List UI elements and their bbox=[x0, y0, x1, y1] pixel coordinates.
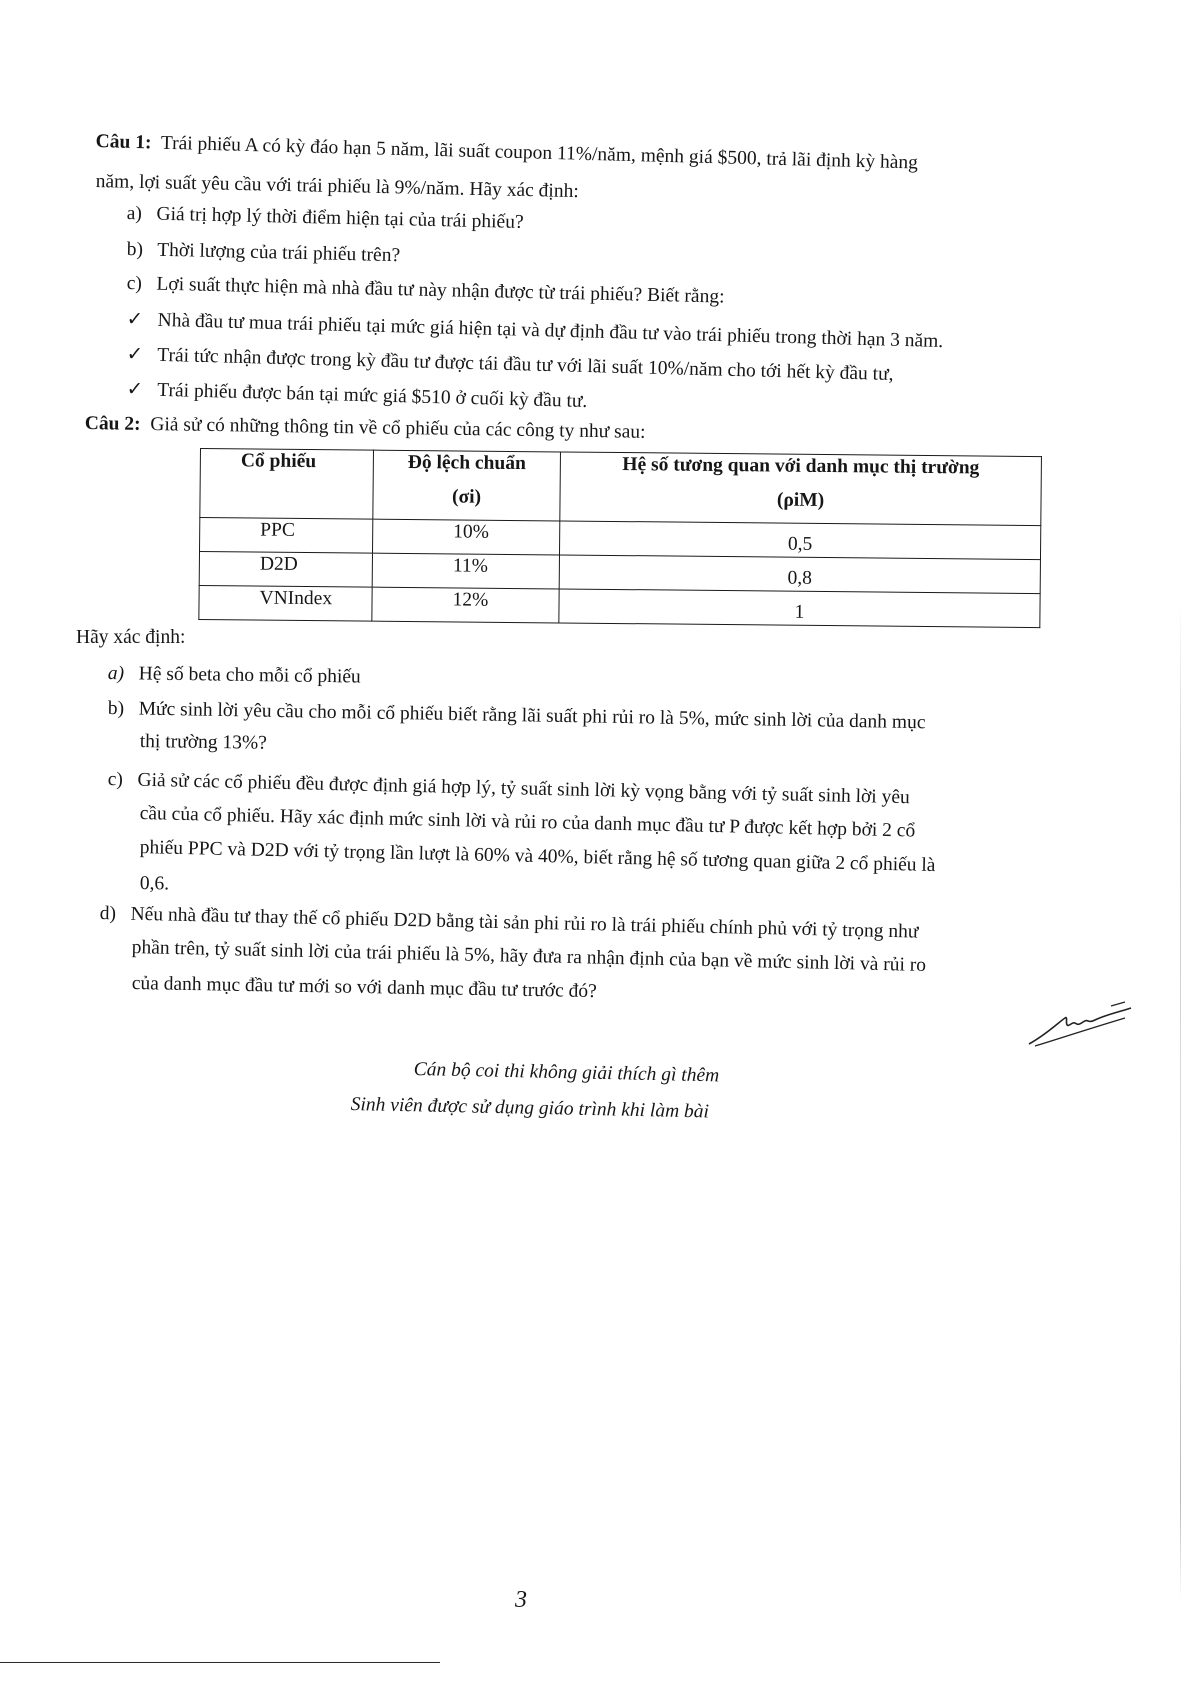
q1-check-3 bbox=[126, 378, 587, 414]
q1-check-2-text: Trái tức nhận được trong kỳ đầu tư được tái đầu tư với lãi suất 10%/năm cho tới hết kỳ đầu tư, bbox=[157, 344, 894, 386]
q2-item-b-line2: thị trường 13%? bbox=[139, 730, 268, 754]
q2-item-d-line3: của danh mục đầu tư mới so với danh mục đầu tư trước đó? bbox=[131, 972, 597, 1003]
q2-item-c-line4: 0,6. bbox=[139, 872, 170, 895]
cell-corr: 0,5 bbox=[559, 521, 1040, 560]
cell-corr: 1 bbox=[559, 589, 1040, 628]
header-corr-line1: Hệ số tương quan với danh mục thị trường bbox=[622, 454, 980, 479]
q2-item-a bbox=[108, 662, 361, 690]
cell-stock: PPC bbox=[200, 518, 373, 554]
header-sd-line1: Độ lệch chuẩn bbox=[407, 451, 527, 475]
check-icon: ✓ bbox=[126, 343, 144, 366]
q2-item-c-marker: c) bbox=[107, 768, 124, 791]
q1-item-b-text: Thời lượng của trái phiếu trên? bbox=[157, 239, 401, 267]
q1-intro-line2: năm, lợi suất yêu cầu với trái phiếu là 9%/năm. Hãy xác định: bbox=[95, 170, 579, 203]
q1-item-b bbox=[126, 238, 400, 269]
q2-item-b bbox=[108, 697, 926, 736]
q1-item-a bbox=[126, 202, 523, 235]
cell-corr: 0,8 bbox=[559, 555, 1040, 594]
q1-label: Câu 1: bbox=[95, 130, 152, 154]
header-stock: Cổ phiếu bbox=[200, 449, 374, 520]
proctor-note: Cán bộ coi thi không giải thích gì thêm bbox=[413, 1058, 720, 1087]
q1-item-a-marker: a) bbox=[126, 202, 143, 225]
footer-rule bbox=[0, 1662, 440, 1663]
q1-item-b-marker: b) bbox=[126, 238, 144, 261]
cell-sd: 12% bbox=[372, 587, 559, 623]
q1-item-c-text: Lợi suất thực hiện mà nhà đầu tư này nhận được từ trái phiếu? Biết rằng: bbox=[156, 273, 725, 308]
header-corr bbox=[560, 452, 1042, 526]
q1-item-a-text: Giá trị hợp lý thời điểm hiện tại của trái phiếu? bbox=[156, 203, 524, 234]
header-sd bbox=[373, 450, 561, 521]
page-number: 3 bbox=[515, 1587, 527, 1613]
q1-intro-line1 bbox=[95, 130, 918, 176]
header-corr-line2: (ρiM) bbox=[776, 489, 825, 512]
q2-item-d-line1: Nếu nhà đầu tư thay thế cổ phiếu D2D bằng tài sản phi rủi ro là trái phiếu chính phủ với tỷ trọng như bbox=[130, 903, 919, 943]
q2-item-a-marker: a) bbox=[107, 662, 125, 685]
cell-stock: D2D bbox=[199, 552, 372, 588]
q2-label: Câu 2: bbox=[84, 412, 141, 435]
q2-item-b-line1: Mức sinh lời yêu cầu cho mỗi cổ phiếu biết rằng lãi suất phi rủi ro là 5%, mức sinh lời của danh mục bbox=[138, 698, 926, 734]
q2-item-b-marker: b) bbox=[107, 697, 125, 720]
q2-determine: Hãy xác định: bbox=[76, 627, 186, 648]
scan-edge-shadow bbox=[1180, 600, 1181, 1600]
signature-mark bbox=[1025, 1000, 1133, 1050]
check-icon: ✓ bbox=[126, 378, 144, 401]
q2-item-a-text: Hệ số beta cho mỗi cổ phiếu bbox=[138, 663, 361, 688]
q1-item-c-marker: c) bbox=[126, 272, 143, 295]
stock-table bbox=[198, 448, 1042, 628]
table-header-row bbox=[200, 449, 1042, 526]
check-icon: ✓ bbox=[126, 308, 144, 331]
header-sd-line2: (σi) bbox=[451, 486, 482, 509]
cell-stock: VNIndex bbox=[199, 585, 372, 621]
q1-item-c bbox=[126, 272, 724, 310]
q2-item-c-line3: phiếu PPC và D2D với tỷ trọng lần lượt là 60% và 40%, biết rằng hệ số tương quan giữa 2 cổ phiếu là bbox=[139, 836, 936, 877]
cell-sd: 10% bbox=[372, 519, 559, 555]
q2-intro bbox=[85, 412, 646, 445]
q2-intro-text: Giả sử có những thông tin về cổ phiếu của các công ty như sau: bbox=[150, 414, 646, 443]
q1-intro-text-1: Trái phiếu A có kỳ đáo hạn 5 năm, lãi suất coupon 11%/năm, mệnh giá $500, trả lãi định kỳ hàng bbox=[160, 132, 919, 174]
cell-sd: 11% bbox=[372, 553, 559, 589]
q2-item-d-line2: phần trên, tỷ suất sinh lời của trái phiếu là 5%, hãy đưa ra nhận định của bạn về mức sinh lời và rủi ro bbox=[131, 936, 927, 977]
q2-item-d-marker: d) bbox=[99, 902, 117, 925]
q1-check-1-text: Nhà đầu tư mua trái phiếu tại mức giá hiện tại và dự định đầu tư vào trái phiếu trong thời hạn 3 năm. bbox=[157, 309, 944, 353]
table-row bbox=[199, 585, 1040, 627]
q2-item-c-line1: Giả sử các cổ phiếu đều được định giá hợp lý, tỷ suất sinh lời kỳ vọng bằng với tỷ suất sinh lời yêu bbox=[137, 769, 910, 809]
q1-check-3-text: Trái phiếu được bán tại mức giá $510 ở cuối kỳ đầu tư. bbox=[157, 379, 588, 413]
q2-item-c-line2: cầu của cổ phiếu. Hãy xác định mức sinh lời và rủi ro của danh mục đầu tư P được kết hợp bởi 2 cổ bbox=[139, 802, 916, 842]
student-note: Sinh viên được sử dụng giáo trình khi làm bài bbox=[350, 1093, 710, 1123]
